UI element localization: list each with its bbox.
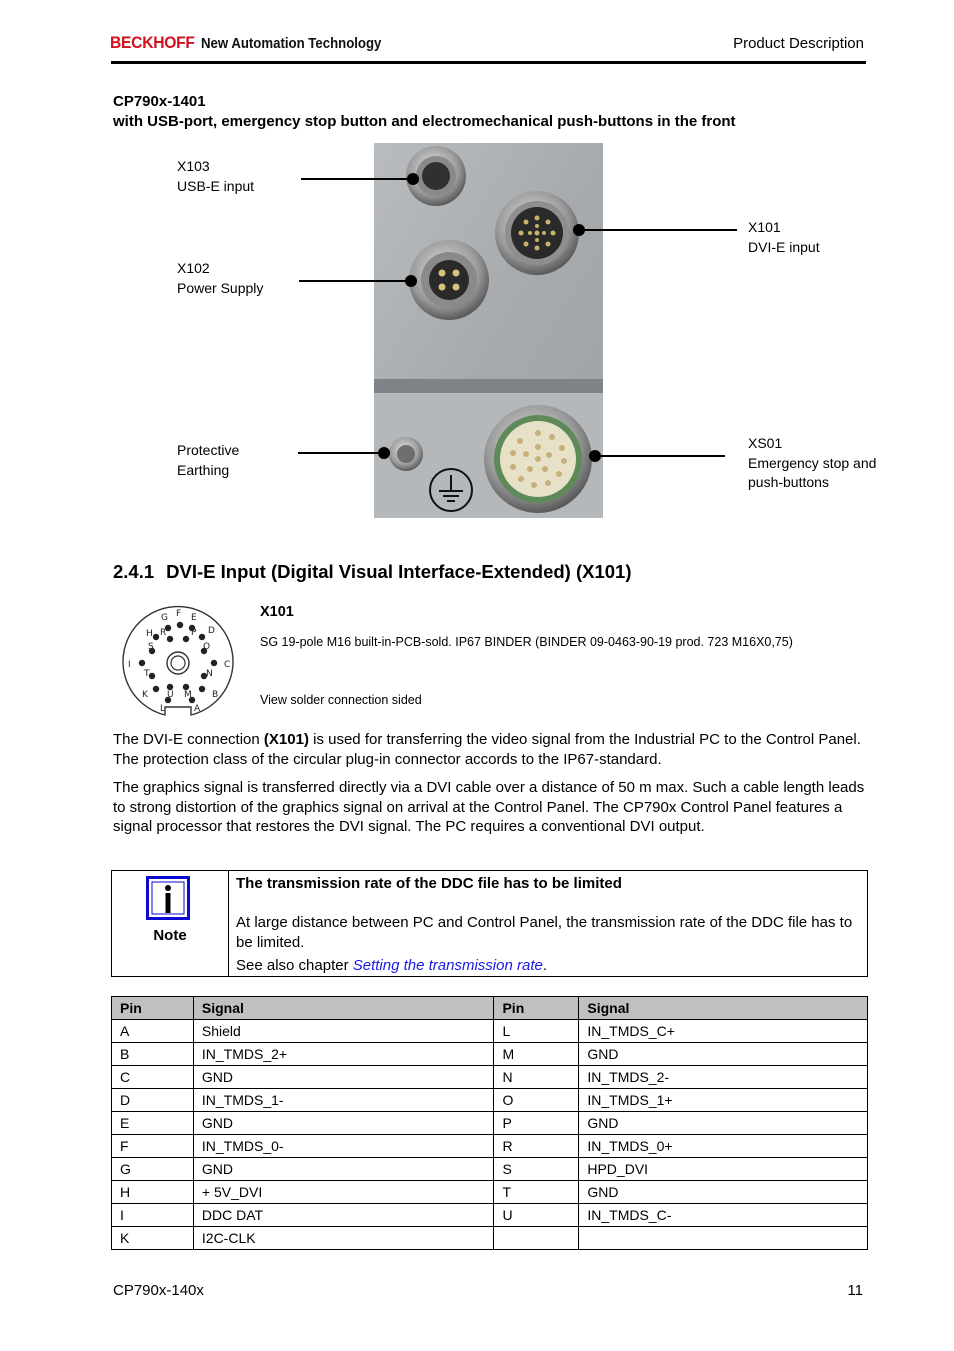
table-cell: [579, 1227, 868, 1250]
table-cell: GND: [579, 1181, 868, 1204]
connector-heading: X101: [260, 604, 294, 620]
label-xs01-line1: Emergency stop and: [748, 454, 877, 471]
table-cell: I: [112, 1204, 194, 1227]
pin-letter-b: B: [212, 690, 219, 700]
pin-letter-s: S: [148, 642, 154, 652]
note-content: [236, 874, 856, 976]
table-cell: U: [494, 1204, 579, 1227]
pin-letter-e: E: [191, 613, 197, 623]
figure-title-line2: with USB-port, emergency stop button and electromechanical push-buttons in the front: [113, 113, 736, 130]
table-cell: IN_TMDS_C-: [579, 1204, 868, 1227]
table-cell: G: [112, 1158, 194, 1181]
table-cell: Shield: [193, 1020, 494, 1043]
connector-description: SG 19-pole M16 built-in-PCB-sold. IP67 BINDER (BINDER 09-0463-90-19 prod. 723 M16X0,75): [260, 635, 793, 649]
table-cell: IN_TMDS_0+: [579, 1135, 868, 1158]
table-cell: T: [494, 1181, 579, 1204]
table-cell: C: [112, 1066, 194, 1089]
table-cell: F: [112, 1135, 194, 1158]
label-xs01: [748, 434, 876, 493]
pin-letter-p: P: [191, 628, 197, 638]
label-protective-earthing: [177, 441, 239, 480]
paragraph-text: is used for transferring the video signal from the Industrial PC to the Control Panel. The protection class of the circular plug-in connector accords to the IP67-standard.: [113, 731, 861, 768]
label-x102: [177, 259, 263, 298]
table-cell: IN_TMDS_0-: [193, 1135, 494, 1158]
footer-product: CP790x-140x: [113, 1282, 204, 1299]
pin-letter-d: D: [208, 626, 215, 636]
label-xs01-line2: push-buttons: [748, 474, 829, 490]
label-x102-name: Power Supply: [177, 279, 264, 296]
logo-tagline: New Automation Technology: [200, 35, 381, 52]
note-see-also: [236, 956, 856, 976]
table-cell: IN_TMDS_2+: [193, 1043, 494, 1066]
figure-title: [113, 92, 736, 132]
section-heading: [113, 561, 631, 583]
table-cell: H: [112, 1181, 194, 1204]
leader-dot-x103: [407, 173, 419, 185]
paragraph-dvi-connection: [113, 730, 873, 769]
table-cell: GND: [193, 1066, 494, 1089]
leader-dot-pe: [378, 447, 390, 459]
table-row: [112, 1204, 868, 1227]
label-x103: [177, 157, 254, 196]
table-cell: N: [494, 1066, 579, 1089]
pin-letter-c: C: [224, 660, 231, 670]
label-x103-name: USB-E input: [177, 177, 255, 194]
table-row: [112, 1066, 868, 1089]
x101-pinout-diagram: [118, 603, 238, 719]
table-cell: O: [494, 1089, 579, 1112]
table-cell: E: [112, 1112, 194, 1135]
table-row: [112, 1020, 868, 1043]
table-cell: I2C-CLK: [193, 1227, 494, 1250]
leader-line-xs01: [595, 455, 725, 457]
pin-letter-f: F: [176, 609, 182, 619]
table-cell: HPD_DVI: [579, 1158, 868, 1181]
pin-letter-a: A: [194, 704, 201, 714]
pin-letter-h: H: [146, 629, 153, 639]
table-cell: [494, 1227, 579, 1250]
pin-letter-r: R: [160, 628, 167, 638]
table-cell: IN_TMDS_C+: [579, 1020, 868, 1043]
table-cell: S: [494, 1158, 579, 1181]
footer-page-number: 11: [847, 1282, 863, 1299]
table-row: [112, 1043, 868, 1066]
label-x101: [748, 218, 820, 257]
pin-letter-u: U: [167, 690, 174, 700]
note-text: At large distance between PC and Control Panel, the transmission rate of the DDC file has to be limited.: [236, 914, 853, 951]
table-cell: M: [494, 1043, 579, 1066]
section-title: DVI-E Input (Digital Visual Interface-Extended) (X101): [166, 561, 632, 582]
label-pe-line2: Earthing: [177, 461, 230, 478]
table-row: [112, 1135, 868, 1158]
pin-letter-g: G: [161, 613, 168, 623]
logo-brand: BECKHOFF: [110, 33, 195, 52]
note-see-suffix: .: [542, 957, 548, 974]
connector-view-note: View solder connection sided: [260, 693, 422, 707]
label-xs01-id: XS01: [748, 435, 783, 451]
leader-dot-x102: [405, 275, 417, 287]
table-cell: IN_TMDS_2-: [579, 1066, 868, 1089]
pin-assignment-table: [111, 996, 868, 1250]
table-row: [112, 1227, 868, 1250]
table-header-row: [112, 997, 868, 1020]
column-header: Signal: [193, 997, 494, 1020]
note-label: Note: [153, 927, 187, 944]
label-x101-name: DVI-E input: [748, 238, 820, 255]
section-number: 2.4.1: [113, 561, 155, 582]
leader-line-x101: [579, 229, 737, 231]
note-title: The transmission rate of the DDC file has to be limited: [236, 875, 622, 892]
table-cell: GND: [193, 1158, 494, 1181]
header-rule: [111, 61, 866, 64]
table-cell: D: [112, 1089, 194, 1112]
table-row: [112, 1181, 868, 1204]
column-header: Signal: [579, 997, 868, 1020]
table-cell: GND: [579, 1043, 868, 1066]
label-x101-id: X101: [748, 219, 781, 235]
header-section-name: Product Description: [733, 35, 864, 52]
table-row: [112, 1158, 868, 1181]
beckhoff-logo: [110, 33, 406, 53]
table-cell: IN_TMDS_1+: [579, 1089, 868, 1112]
label-pe-line1: Protective: [177, 442, 240, 458]
connector-photo: [374, 143, 603, 518]
leader-line-pe: [298, 452, 384, 454]
pin-letter-i: I: [128, 660, 131, 670]
table-cell: IN_TMDS_1-: [193, 1089, 494, 1112]
figure-title-line1: CP790x-1401: [113, 93, 206, 110]
paragraph-bold-x101: (X101): [263, 731, 309, 748]
column-header: Pin: [494, 997, 579, 1020]
note-icon-cell: [112, 871, 229, 976]
pin-letter-o: O: [203, 642, 211, 652]
table-row: [112, 1089, 868, 1112]
note-box: [111, 870, 868, 977]
paragraph-graphics-signal: The graphics signal is transferred directly via a DVI cable over a distance of 50 m max. Such a cable length leads to strong distortion of the graphics signal on arrival at the Control Panel. The CP790x Control Panel features a signal processor that restores the DVI signal. The PC requires a conventional DVI output.: [113, 779, 865, 835]
table-cell: L: [494, 1020, 579, 1043]
table-cell: R: [494, 1135, 579, 1158]
leader-line-x103: [301, 178, 413, 180]
table-cell: K: [112, 1227, 194, 1250]
pin-letter-l: L: [160, 704, 166, 714]
table-cell: P: [494, 1112, 579, 1135]
pin-letter-t: T: [144, 669, 150, 679]
note-see-prefix: See also chapter: [236, 957, 353, 974]
column-header: Pin: [112, 997, 194, 1020]
link-setting-transmission-rate[interactable]: Setting the transmission rate: [352, 957, 543, 974]
pin-letter-m: M: [184, 690, 192, 700]
table-cell: B: [112, 1043, 194, 1066]
pin-letter-k: K: [142, 690, 148, 700]
info-icon: [146, 876, 190, 920]
paragraph-text: The DVI-E connection: [113, 731, 264, 748]
label-x103-id: X103: [177, 158, 210, 174]
table-row: [112, 1112, 868, 1135]
pin-letter-n: N: [206, 669, 213, 679]
table-cell: A: [112, 1020, 194, 1043]
label-x102-id: X102: [177, 260, 210, 276]
table-cell: DDC DAT: [193, 1204, 494, 1227]
table-cell: GND: [193, 1112, 494, 1135]
leader-line-x102: [299, 280, 411, 282]
table-cell: GND: [579, 1112, 868, 1135]
table-cell: + 5V_DVI: [193, 1181, 494, 1204]
